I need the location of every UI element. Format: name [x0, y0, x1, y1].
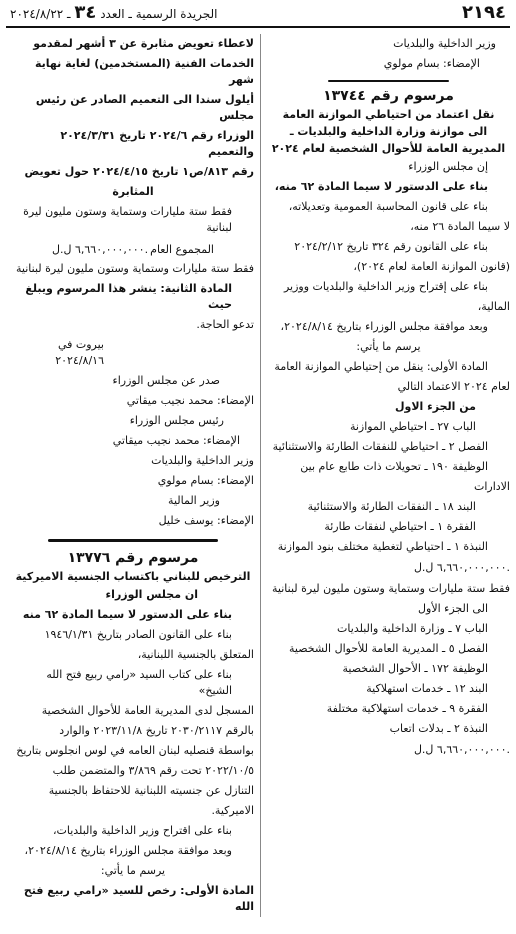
text-line: لاعطاء تعويض مثابرة عن ٣ أشهر لمقدمو — [33, 37, 254, 50]
article-2: المادة الثانية: ينشر هذا المرسوم ويبلغ حيث — [25, 282, 232, 311]
text-line: وبعد موافقة مجلس الوزراء بتاريخ ٢٠٢٤/٨/١٤، — [280, 320, 488, 333]
text-line: الفصل ٥ ـ المديرية العامة للأحوال الشخصية — [289, 642, 488, 655]
signature: الإمضاء: بسام مولوي — [383, 57, 480, 70]
text-line: الاميركية. — [211, 804, 254, 817]
grand-total — [12, 238, 254, 259]
decree-subject — [267, 106, 510, 157]
text-line: من الجزء الاول — [394, 400, 476, 413]
header-date: ـ ٢٠٢٤/٨/٢٢ — [10, 7, 71, 21]
amount-words: فقط ستة مليارات وستماية وستون مليون ليرة لبنانية — [16, 262, 254, 275]
continued-text — [12, 34, 254, 202]
text-line: بناء على الدستور لا سيما المادة ٦٢ منه، — [274, 180, 488, 193]
text-line: بواسطة قنصليه لبنان العامه في لوس انجلوس بتاريخ — [16, 744, 254, 757]
signature: الإمضاء: محمد نجيب ميقاتي — [112, 434, 240, 447]
signature: الإمضاء: يوسف خليل — [158, 514, 254, 527]
amount-words: فقط ستة مليارات وستماية وستون مليون ليرة لبنانية — [23, 205, 232, 234]
decree-title: مرسوم رقم ١٣٧٧٦ — [67, 550, 199, 566]
text-line: إن مجلس الوزراء — [408, 160, 488, 173]
text-line: بناء على قانون المحاسبة العمومية وتعديلاته، — [288, 200, 488, 213]
signature: الإمضاء: محمد نجيب ميقاتي — [126, 394, 254, 407]
text-line: المالية، — [477, 300, 510, 313]
text-line: المتعلق بالجنسية اللبنانية، — [137, 648, 254, 661]
official-title: وزير الداخلية والبلديات — [151, 454, 254, 467]
left-column — [12, 34, 261, 917]
text-line: ان مجلس الوزراء — [105, 588, 198, 601]
text-line: التنازل عن جنسيته اللبنانية للاحتفاظ بالجنسية — [48, 784, 254, 797]
amount: ٦,٦٦٠,٠٠٠,٠٠٠ ل.ل. — [413, 561, 510, 574]
decree-subject-line: الى موازنة وزارة الداخلية والبلديات ـ — [289, 125, 488, 138]
credit-destination — [267, 579, 510, 739]
page-number: ٢١٩٤ — [462, 2, 506, 23]
text-line: (قانون الموازنة العامة لعام ٢٠٢٤)، — [353, 260, 510, 273]
decree-subject: الترخيص للبناني باكتساب الجنسية الاميركية — [15, 570, 251, 583]
article-2-cont: تدعو الحاجة. — [196, 318, 254, 331]
text-line: رقم ٨١٣/ص١ تاريخ ٢٠٢٤/٤/١٥ حول تعويض — [24, 165, 254, 178]
text-line: الادارات — [473, 480, 510, 493]
text-line: المثابرة — [112, 185, 154, 198]
text-line: لا سيما المادة ٢٦ منه، — [410, 220, 510, 233]
text-line: الوظيفة ١٧٢ ـ الأحوال الشخصية — [342, 662, 488, 675]
decree-body — [12, 585, 254, 917]
header-publication-info — [10, 2, 218, 23]
text-line: لعام ٢٠٢٤ الاعتماد التالي — [397, 380, 510, 393]
header-publication: الجريدة الرسمية ـ العدد — [100, 7, 218, 21]
text-line: المادة الأولى: ينقل من إحتياطي الموازنة العامة — [274, 360, 488, 373]
official-title: وزير المالية — [168, 494, 220, 507]
text-line: بناء على الدستور لا سيما المادة ٦٢ منه — [22, 608, 232, 621]
text-line: الخدمات الفنية (المستخدمين) لغاية نهاية شهر — [34, 57, 254, 86]
header-issue-number: ٣٤ — [74, 2, 97, 23]
text-line: البند ١٨ ـ النفقات الطارئة والاستثنائية — [307, 500, 476, 513]
text-line: الباب ٢٧ ـ احتياطي الموازنة — [349, 420, 476, 433]
text-line: بناء على إقتراح وزير الداخلية والبلديات ووزير — [283, 280, 488, 293]
text-line: النبذة ٢ ـ بدلات اتعاب — [389, 722, 488, 735]
text-line: وبعد موافقة مجلس الوزراء بتاريخ ٢٠٢٤/٨/١٤، — [24, 844, 232, 857]
text-line: الوزراء رقم ٢٠٢٤/٦ تاريخ ٢٠٢٤/٣/٣١ والتعميم — [60, 129, 254, 158]
text-line: يرسم ما يأتي: — [356, 340, 421, 353]
decree-subject-line: المديرية العامة للأحوال الشخصية لعام ٢٠٢٤ — [271, 142, 506, 155]
text-line: بناء على كتاب السيد «رامي ربيع فتح الله الشيخ» — [46, 668, 232, 697]
issued-by: صدر عن مجلس الوزراء — [112, 374, 220, 387]
minister-title: وزير الداخلية والبلديات — [393, 37, 496, 50]
separator — [328, 80, 450, 82]
text-line: ٢٠٢٢/١٠/٥ تحت رقم ٣/٨٦٩ والمتضمن طلب — [52, 764, 254, 777]
decree-title: مرسوم رقم ١٣٧٤٤ — [323, 88, 454, 104]
amount: ٦,٦٦٠,٠٠٠,٠٠٠ ل.ل. — [413, 743, 510, 756]
text-line: الفقرة ٩ ـ خدمات استهلاكية مختلفة — [326, 702, 488, 715]
text-line: المادة الأولى: رخص للسيد «رامي ربيع فتح الله — [23, 884, 254, 913]
right-column — [261, 34, 510, 917]
text-line: يرسم ما يأتي: — [100, 864, 166, 877]
decree-subject-line: نقل اعتماد من احتياطي الموازنة العامة — [282, 108, 495, 121]
text-line: الفقرة ١ ـ احتياطي لنفقات طارئة — [324, 520, 476, 533]
text-line: بناء على القانون رقم ٣٢٤ تاريخ ٢٠٢٤/٢/١٢ — [294, 240, 488, 253]
separator — [48, 539, 217, 542]
grand-total-value: ٦,٦٦٠,٠٠٠,٠٠٠ ل.ل. — [52, 243, 149, 256]
text-line: المسجل لدى المديرية العامة للأحوال الشخصية — [41, 704, 254, 717]
text-line: بالرقم ٢٠٣٠/٢١١٧ تاريخ ٢٠٢٣/١١/٨ والوارد — [59, 724, 254, 737]
text-line: بناء على القانون الصادر بتاريخ ١٩٤٦/١/٣١ — [44, 628, 232, 641]
text-line: بناء على اقتراح وزير الداخلية والبلديات، — [52, 824, 232, 837]
text-line: الى الجزء الأول — [418, 602, 488, 615]
text-line: أيلول سندا الى التعميم الصادر عن رئيس مجلس — [35, 93, 254, 122]
place-date: بيروت في ٢٠٢٤/٨/١٦ — [55, 338, 104, 367]
decree-preamble — [267, 157, 510, 557]
text-line: البند ١٢ ـ خدمات استهلاكية — [366, 682, 488, 695]
signature: الإمضاء: بسام مولوي — [157, 474, 254, 487]
grand-total-label: المجموع العام — [150, 243, 214, 256]
text-line: النبذة ١ ـ احتياطي لتغطية مختلف بنود الموازنة — [277, 540, 488, 553]
page-header — [6, 0, 510, 28]
text-line: الباب ٧ ـ وزارة الداخلية والبلديات — [337, 622, 488, 635]
text-line: الوظيفة ١٩٠ ـ تحويلات ذات طابع عام بين — [300, 460, 488, 473]
text-line: الفصل ٢ ـ احتياطي للنفقات الطارئة والاستثنائية — [272, 440, 488, 453]
text-line: فقط ستة مليارات وستماية وستون مليون ليرة لبنانية — [272, 582, 510, 595]
official-title: رئيس مجلس الوزراء — [129, 414, 224, 427]
